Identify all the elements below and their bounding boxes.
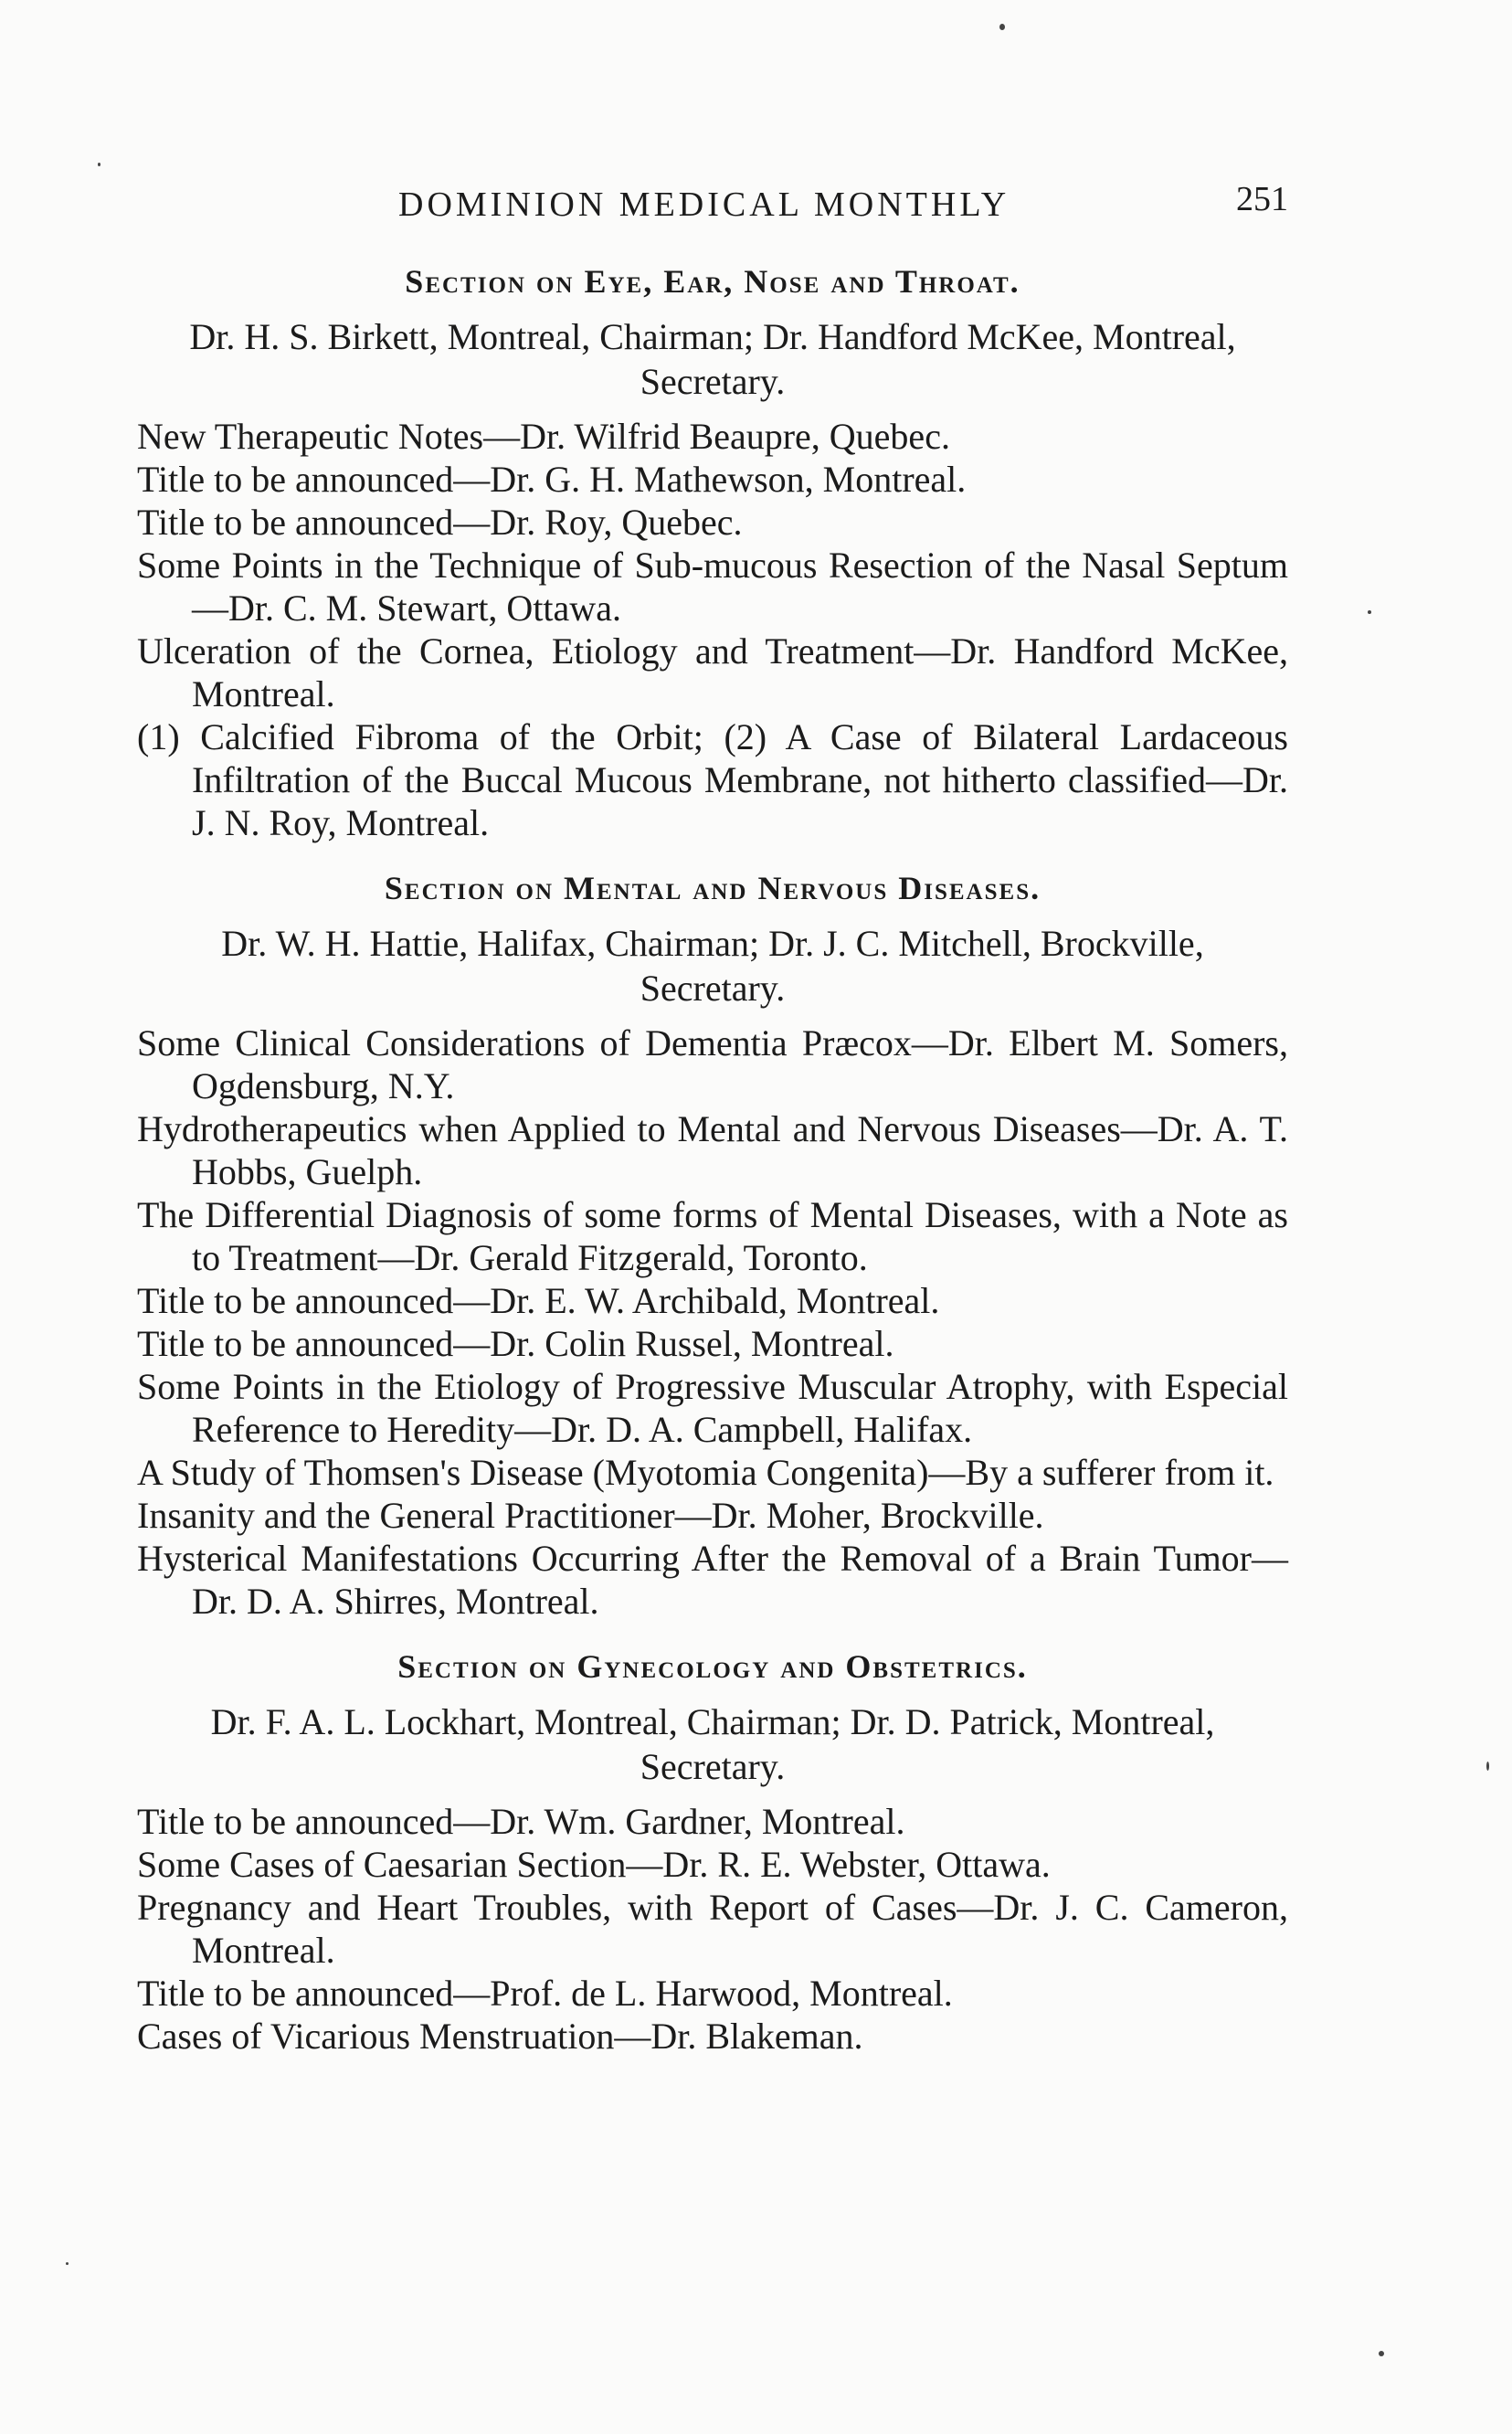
section-eye-ear-nose-throat	[137, 259, 1288, 844]
main-content	[137, 259, 1288, 2079]
paper-entry: Cases of Vicarious Menstruation—Dr. Blakeman.	[137, 2016, 863, 2057]
paper-entry: Hysterical Manifestations Occurring After the Removal of a Brain Tumor—Dr. D. A. Shirres, Montreal.	[137, 1538, 1288, 1622]
paper-entry: Hydrotherapeutics when Applied to Mental and Nervous Diseases—Dr. A. T. Hobbs, Guelph.	[137, 1108, 1288, 1192]
section-officers: Dr. F. A. L. Lockhart, Montreal, Chairman; Dr. D. Patrick, Montreal, Secretary.	[210, 1701, 1215, 1787]
page-number: 251	[1236, 180, 1288, 218]
paper-entry: Some Points in the Etiology of Progressive Muscular Atrophy, with Especial Reference to Heredity—Dr. D. A. Campbell, Halifax.	[137, 1366, 1288, 1450]
paper-entry: Pregnancy and Heart Troubles, with Report of Cases—Dr. J. C. Cameron, Montreal.	[137, 1887, 1288, 1971]
paper-entry: Title to be announced—Dr. G. H. Mathewson, Montreal.	[137, 459, 967, 500]
paper-list	[137, 1021, 1288, 1623]
section-officers: Dr. H. S. Birkett, Montreal, Chairman; Dr. Handford McKee, Montreal, Secretary.	[189, 316, 1236, 402]
paper-entry: Some Cases of Caesarian Section—Dr. R. E. Webster, Ottawa.	[137, 1844, 1051, 1885]
paper-entry: (1) Calcified Fibroma of the Orbit; (2) A Case of Bilateral Lardaceous Infiltration of the Buccal Mucous Membrane, not hitherto classified—Dr. J. N. Roy, Montreal.	[137, 716, 1288, 843]
paper-entry: Insanity and the General Practitioner—Dr. Moher, Brockville.	[137, 1495, 1044, 1536]
scan-speck	[999, 24, 1005, 30]
paper-list	[137, 1800, 1288, 2058]
paper-entry: Title to be announced—Dr. Wm. Gardner, Montreal.	[137, 1801, 905, 1842]
scan-speck	[1486, 1762, 1489, 1771]
paper-entry: Some Clinical Considerations of Dementia Præcox—Dr. Elbert M. Somers, Ogdensburg, N.Y.	[137, 1022, 1288, 1106]
paper-entry: The Differential Diagnosis of some forms of Mental Diseases, with a Note as to Treatment—Dr. Gerald Fitzgerald, Toronto.	[137, 1194, 1288, 1278]
scan-speck	[66, 2262, 69, 2265]
paper-entry: Title to be announced—Dr. Roy, Quebec.	[137, 502, 743, 543]
paper-entry: Title to be announced—Dr. E. W. Archibald, Montreal.	[137, 1280, 940, 1321]
scan-speck	[1379, 2351, 1384, 2356]
scan-speck	[1368, 610, 1371, 614]
running-head	[137, 179, 1288, 234]
scan-speck	[98, 163, 100, 166]
paper-entry: Title to be announced—Dr. Colin Russel, Montreal.	[137, 1323, 894, 1364]
paper-entry: Title to be announced—Prof. de L. Harwood, Montreal.	[137, 1973, 953, 2014]
paper-entry: Some Points in the Technique of Sub-mucous Resection of the Nasal Septum—Dr. C. M. Stewart, Ottawa.	[137, 545, 1288, 629]
section-gynecology-obstetrics	[137, 1645, 1288, 2058]
paper-entry: A Study of Thomsen's Disease (Myotomia Congenita)—By a sufferer from it.	[137, 1452, 1274, 1493]
section-heading: Section on Mental and Nervous Diseases.	[384, 870, 1041, 906]
paper-entry: Ulceration of the Cornea, Etiology and Treatment—Dr. Handford McKee, Montreal.	[137, 630, 1288, 714]
paper-entry: New Therapeutic Notes—Dr. Wilfrid Beaupre, Quebec.	[137, 416, 950, 457]
section-mental-nervous-diseases	[137, 866, 1288, 1623]
section-heading: Section on Gynecology and Obstetrics.	[397, 1648, 1028, 1685]
paper-list	[137, 415, 1288, 844]
section-officers: Dr. W. H. Hattie, Halifax, Chairman; Dr. J. C. Mitchell, Brockville, Secretary.	[221, 923, 1204, 1009]
journal-title: DOMINION MEDICAL MONTHLY	[398, 185, 1010, 224]
section-heading: Section on Eye, Ear, Nose and Throat.	[405, 263, 1020, 300]
